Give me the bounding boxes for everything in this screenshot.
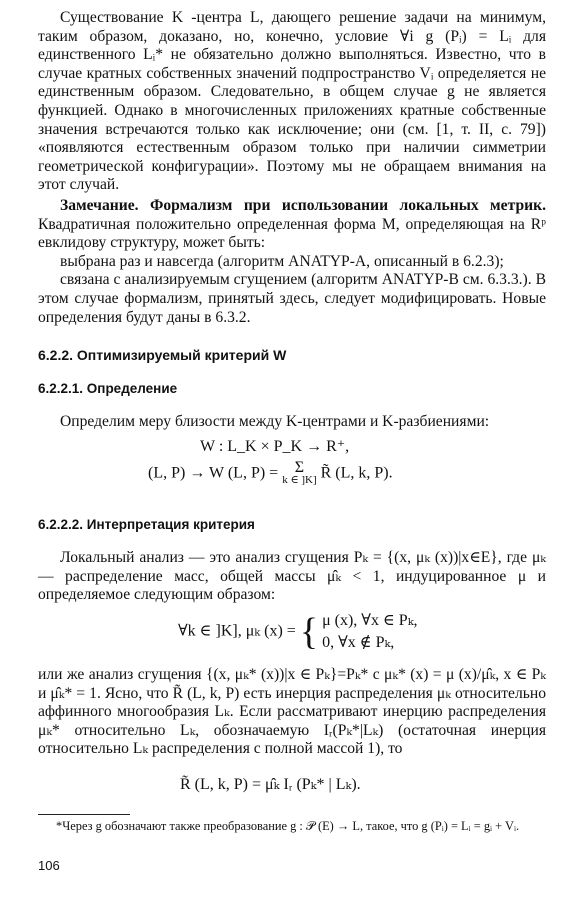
- formula-mass-cases: ∀k ∈ ]K], μₖ (x) = { μ (x), ∀x ∈ Pₖ, 0, ∀x ∉ Pₖ,: [178, 611, 418, 653]
- sum-sign: Σ k ∈ ]K]: [282, 459, 317, 486]
- definition-paragraph: Определим меру близости между K-центрами и K-разбиениями:: [60, 413, 490, 430]
- formula-w-definition: (L, P) → W (L, P) = Σ k ∈ ]K] R̃ (L, k, P).: [148, 459, 393, 486]
- case-outside: 0, ∀x ∉ Pₖ,: [322, 634, 395, 651]
- intro-paragraph: Существование K -центра L, дающего решение задачи на минимум, таким образом, доказано, но, конечно, условие ∀i g (Pᵢ) = Lᵢ для единственного Lᵢ* не обязательно должно выполняться. Известно, что в случае кратных собственных значений подпространство Vᵢ определяется не единственным образом. Следовательно, в общем случае g не является функцией. Однако в многочисленных приложениях кратные собственные значения встречаются только как исключение; они (см. [1, т. II, с. 79]) «появляются естественным образом только при наличии симметрии геометрической конфигурации». Поэтому мы не обращаем внимания на этот случай.: [38, 9, 546, 194]
- section-heading: 6.2.2. Оптимизируемый критерий W: [38, 347, 287, 363]
- footnote: *Через g обозначают также преобразование g : 𝒫 (E) → L, такое, что g (Pᵢ) = Lᵢ = gᵢ + Vᵢ.: [56, 819, 520, 833]
- remark-item-2: связана с анализируемым сгущением (алгоритм ANATYP-B см. 6.3.3.). В этом случае формализм, принятый здесь, следует модифицировать. Новые определения будут даны в 6.3.2.: [38, 271, 546, 326]
- page-number: 106: [38, 858, 60, 873]
- remark-block: [38, 197, 546, 327]
- subsection-heading-1: 6.2.2.1. Определение: [38, 381, 178, 396]
- formula-residual-inertia: R̃ (L, k, P) = μ̂ₖ Iᵣ (Pₖ* | Lₖ).: [180, 776, 361, 793]
- remark-title: Замечание. Формализм при использовании локальных метрик.: [60, 197, 546, 214]
- case-inside: μ (x), ∀x ∈ Pₖ,: [322, 612, 418, 629]
- interpretation-paragraph: или же анализ сгущения {(x, μₖ* (x))|x ∈ Pₖ}=Pₖ* с μₖ* (x) = μ (x)/μ̂ₖ, x ∈ Pₖ и μ̂ₖ* = 1. Ясно, что R̃ (L, k, P) есть инерция распределения μₖ относительно аффинного многообразия Lₖ. Если рассматривают инерцию распределения μₖ* относительно Lₖ, обозначаемую Iᵣ(Pₖ*|Lₖ) (остаточная инерция относительно Lₖ распределения с полной массой 1), то: [38, 666, 546, 758]
- local-analysis-paragraph: Локальный анализ — это анализ сгущения Pₖ = {(x, μₖ (x))|x∈E}, где μₖ — распределение масс, общей массы μ̂ₖ < 1, индуцированное μ и определяемое следующим образом:: [38, 549, 546, 604]
- remark-item-1: выбрана раз и навсегда (алгоритм ANATYP-A, описанный в 6.2.3);: [60, 252, 504, 270]
- subsection-heading-2: 6.2.2.2. Интерпретация критерия: [38, 517, 255, 532]
- footnote-rule: [38, 814, 130, 815]
- remark-text: Квадратичная положительно определенная форма M, определяющая на Rᵖ евклидову структуру, может быть:: [38, 215, 546, 252]
- formula-w-mapping: W : L_K × P_K → R⁺,: [200, 438, 350, 455]
